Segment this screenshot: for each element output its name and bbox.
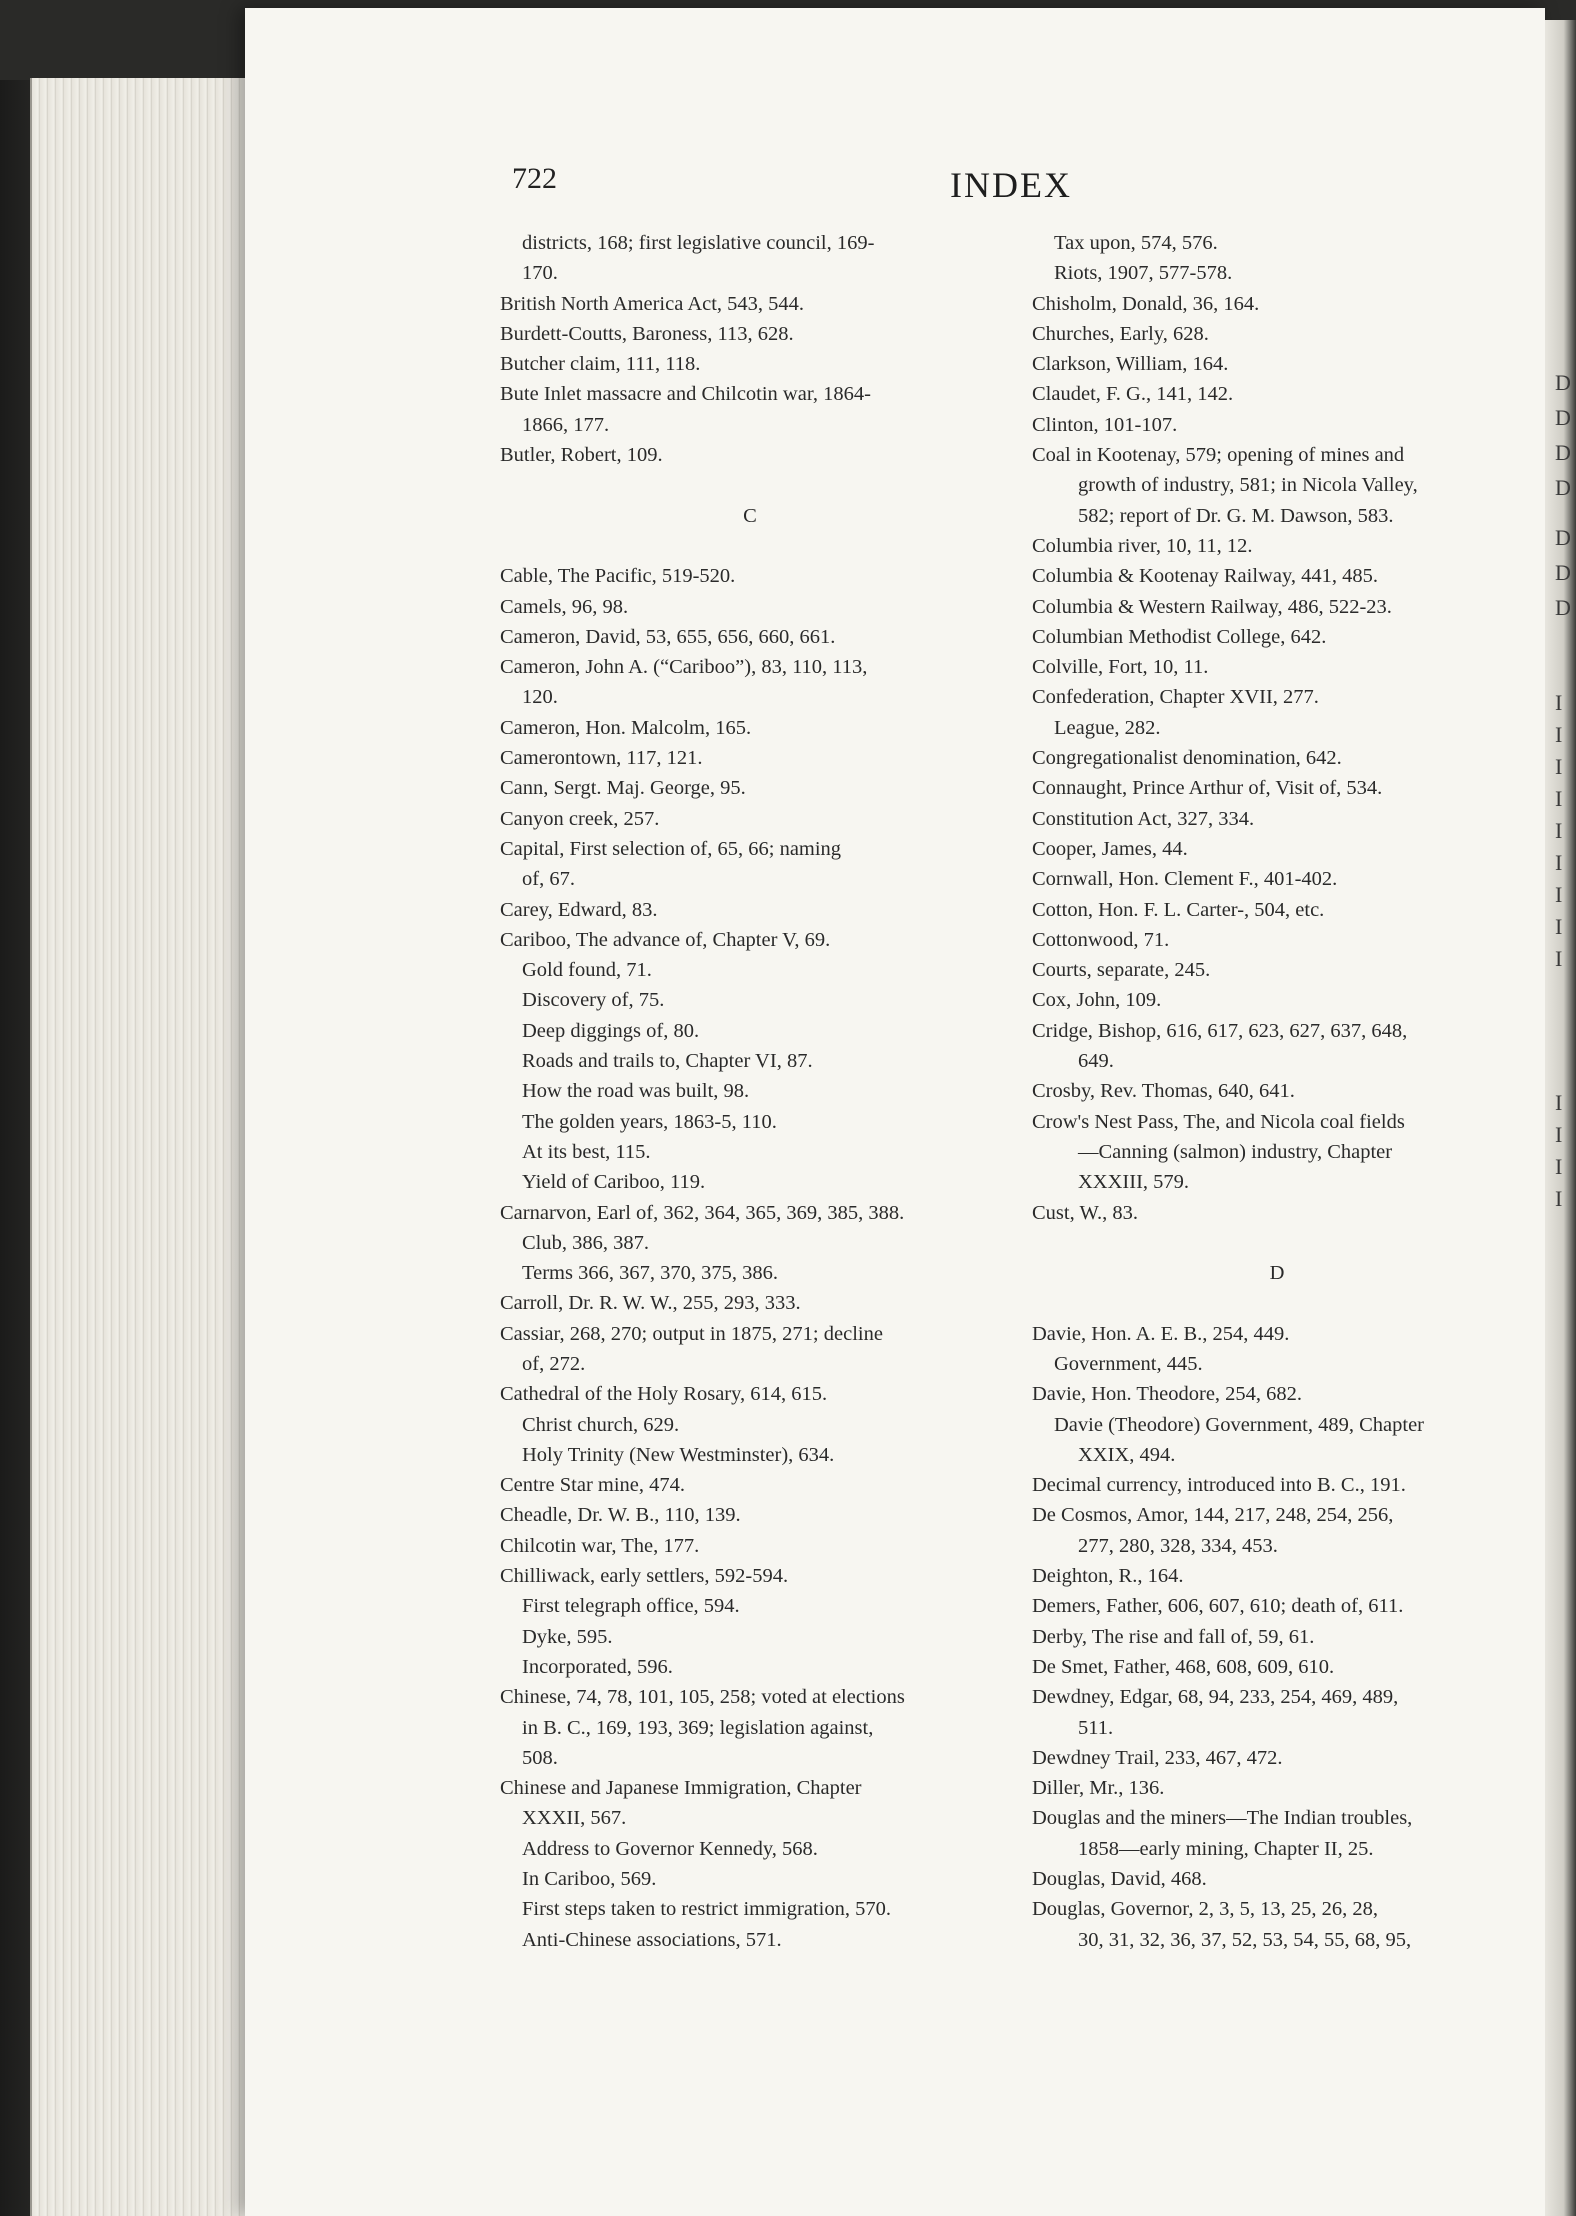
index-subentry: Deep diggings of, 80. <box>522 1019 700 1042</box>
index-entry: Columbian Methodist College, 642. <box>1032 625 1327 648</box>
index-entry: Cameron, John A. (“Cariboo”), 83, 110, 113, <box>500 656 868 679</box>
index-entry: British North America Act, 543, 544. <box>500 292 805 315</box>
index-entry: Columbia river, 10, 11, 12. <box>1032 534 1253 557</box>
index-entry: Camerontown, 117, 121. <box>500 747 703 770</box>
index-entry: Courts, separate, 245. <box>1032 959 1211 982</box>
index-entry: Cust, W., 83. <box>1032 1201 1138 1224</box>
index-subentry: In Cariboo, 569. <box>522 1868 657 1891</box>
next-page-letter: D <box>1555 475 1571 500</box>
next-page-letter: I <box>1555 786 1563 811</box>
index-subentry: Dyke, 595. <box>522 1625 613 1648</box>
index-entry: Bute Inlet massacre and Chilcotin war, 1864- <box>500 383 871 406</box>
next-page-letter: I <box>1555 1154 1563 1179</box>
index-subentry: 277, 280, 328, 334, 453. <box>1078 1534 1278 1557</box>
index-entry: Demers, Father, 606, 607, 610; death of, 611. <box>1032 1595 1404 1618</box>
next-page-letter: D <box>1555 595 1571 620</box>
index-entry: Cathedral of the Holy Rosary, 614, 615. <box>500 1383 828 1406</box>
index-entry: Dewdney Trail, 233, 467, 472. <box>1032 1746 1283 1769</box>
index-subentry: Anti-Chinese associations, 571. <box>522 1928 782 1951</box>
index-subentry: Yield of Cariboo, 119. <box>522 1171 706 1194</box>
index-entry: Davie, Hon. A. E. B., 254, 449. <box>1032 1322 1290 1345</box>
index-entry: Chinese and Japanese Immigration, Chapter <box>500 1777 862 1800</box>
next-page-letter: I <box>1555 946 1563 971</box>
next-page-letter: D <box>1555 440 1571 465</box>
index-subentry: Address to Governor Kennedy, 568. <box>522 1837 818 1860</box>
section-letter-heading: C <box>743 504 757 527</box>
index-subentry: XXXIII, 579. <box>1078 1171 1190 1194</box>
index-entry: Columbia & Kootenay Railway, 441, 485. <box>1032 565 1378 588</box>
index-subentry: Roads and trails to, Chapter VI, 87. <box>522 1050 813 1073</box>
section-gap <box>500 531 1000 561</box>
section-letter-heading: D <box>1269 1262 1285 1285</box>
index-subentry: Holy Trinity (New Westminster), 634. <box>522 1443 835 1466</box>
index-entry: De Cosmos, Amor, 144, 217, 248, 254, 256, <box>1032 1504 1394 1527</box>
index-entry: Churches, Early, 628. <box>1032 322 1209 345</box>
index-subentry: XXXII, 567. <box>522 1807 627 1830</box>
index-entry: Cottonwood, 71. <box>1032 928 1170 951</box>
index-entry: Carnarvon, Earl of, 362, 364, 365, 369, 385, 388. <box>500 1201 905 1224</box>
next-page-letter: D <box>1555 370 1571 395</box>
index-entry: Chilliwack, early settlers, 592-594. <box>500 1565 789 1588</box>
index-entry: Crow's Nest Pass, The, and Nicola coal fields <box>1032 1110 1405 1133</box>
next-page-edge <box>1545 20 1576 2216</box>
index-entry: Constitution Act, 327, 334. <box>1032 807 1255 830</box>
index-entry: Cameron, Hon. Malcolm, 165. <box>500 716 752 739</box>
index-subentry: —Canning (salmon) industry, Chapter <box>1078 1140 1393 1163</box>
index-subentry: 120. <box>522 686 558 709</box>
index-entry: Crosby, Rev. Thomas, 640, 641. <box>1032 1080 1295 1103</box>
index-entry: Centre Star mine, 474. <box>500 1474 686 1497</box>
index-subentry: in B. C., 169, 193, 369; legislation against, <box>522 1716 874 1739</box>
index-subentry: XXIX, 494. <box>1078 1443 1176 1466</box>
section-gap <box>500 470 1000 500</box>
index-subentry: 1866, 177. <box>522 413 610 436</box>
index-subentry: Government, 445. <box>1054 1352 1203 1375</box>
index-subentry: 30, 31, 32, 36, 37, 52, 53, 54, 55, 68, 95, <box>1078 1928 1412 1951</box>
index-subentry: Incorporated, 596. <box>522 1655 673 1678</box>
index-subentry: Terms 366, 367, 370, 375, 386. <box>522 1262 778 1285</box>
next-page-letter: I <box>1555 1122 1563 1147</box>
index-subentry: Tax upon, 574, 576. <box>1054 232 1218 254</box>
index-subentry: Gold found, 71. <box>522 959 652 982</box>
index-subentry: First telegraph office, 594. <box>522 1595 740 1618</box>
index-subentry: League, 282. <box>1054 716 1161 739</box>
index-entry: Douglas, Governor, 2, 3, 5, 13, 25, 26, 28, <box>1032 1898 1378 1921</box>
index-subentry: Christ church, 629. <box>522 1413 680 1436</box>
index-entry: Cariboo, The advance of, Chapter V, 69. <box>500 928 831 951</box>
next-page-letter: I <box>1555 1186 1563 1211</box>
index-subentry: of, 272. <box>522 1352 586 1375</box>
index-subentry: growth of industry, 581; in Nicola Valley, <box>1078 474 1418 497</box>
index-entry: Clinton, 101-107. <box>1032 413 1178 436</box>
index-subentry: 170. <box>522 262 558 285</box>
index-entry: Derby, The rise and fall of, 59, 61. <box>1032 1625 1315 1648</box>
index-column-left <box>500 228 1000 1955</box>
index-entry: Carroll, Dr. R. W. W., 255, 293, 333. <box>500 1292 801 1315</box>
index-subentry: 649. <box>1078 1050 1114 1073</box>
section-gap <box>1032 1228 1522 1258</box>
next-page-letter: D <box>1555 405 1571 430</box>
index-entry: Decimal currency, introduced into B. C., 191. <box>1032 1474 1406 1497</box>
index-subentry: 508. <box>522 1746 558 1769</box>
index-entry: Deighton, R., 164. <box>1032 1565 1184 1588</box>
index-entry: Chilcotin war, The, 177. <box>500 1534 700 1557</box>
index-subentry: At its best, 115. <box>522 1140 651 1163</box>
index-entry: Douglas, David, 468. <box>1032 1868 1207 1891</box>
index-entry: Confederation, Chapter XVII, 277. <box>1032 686 1319 709</box>
index-entry: Clarkson, William, 164. <box>1032 353 1229 376</box>
section-gap <box>1032 1288 1522 1318</box>
index-column-right <box>1032 228 1522 1955</box>
running-head: INDEX <box>950 165 1072 205</box>
index-entry: Connaught, Prince Arthur of, Visit of, 534. <box>1032 777 1383 800</box>
next-page-letter: I <box>1555 914 1563 939</box>
index-subentry: 511. <box>1078 1716 1114 1739</box>
index-entry: Cann, Sergt. Maj. George, 95. <box>500 777 746 800</box>
index-entry: Claudet, F. G., 141, 142. <box>1032 383 1234 406</box>
index-entry: Cox, John, 109. <box>1032 989 1162 1012</box>
index-entry: Camels, 96, 98. <box>500 595 629 618</box>
index-entry: Burdett-Coutts, Baroness, 113, 628. <box>500 322 794 345</box>
index-entry: Cassiar, 268, 270; output in 1875, 271; decline <box>500 1322 883 1345</box>
index-entry: Cable, The Pacific, 519-520. <box>500 565 736 588</box>
index-subentry: 1858—early mining, Chapter II, 25. <box>1078 1837 1374 1860</box>
index-entry: Davie, Hon. Theodore, 254, 682. <box>1032 1383 1303 1406</box>
index-entry: Carey, Edward, 83. <box>500 898 658 921</box>
index-entry: Coal in Kootenay, 579; opening of mines and <box>1032 444 1405 467</box>
next-page-letter: I <box>1555 850 1563 875</box>
index-entry: Butcher claim, 111, 118. <box>500 353 701 376</box>
index-subentry: Riots, 1907, 577-578. <box>1054 262 1233 285</box>
next-page-letter: I <box>1555 722 1563 747</box>
index-entry: Cheadle, Dr. W. B., 110, 139. <box>500 1504 741 1527</box>
index-subentry: of, 67. <box>522 868 575 891</box>
index-subentry: First steps taken to restrict immigration, 570. <box>522 1898 891 1921</box>
index-entry: Cridge, Bishop, 616, 617, 623, 627, 637, 648, <box>1032 1019 1408 1042</box>
index-subentry: How the road was built, 98. <box>522 1080 750 1103</box>
index-subentry: Davie (Theodore) Government, 489, Chapter <box>1054 1413 1425 1436</box>
next-page-letter: D <box>1555 525 1571 550</box>
index-entry: Chisholm, Donald, 36, 164. <box>1032 292 1260 315</box>
index-entry: Colville, Fort, 10, 11. <box>1032 656 1209 679</box>
index-entry: Congregationalist denomination, 642. <box>1032 747 1342 770</box>
next-page-letter: I <box>1555 882 1563 907</box>
index-entry: Butler, Robert, 109. <box>500 444 663 467</box>
index-entry: Cornwall, Hon. Clement F., 401-402. <box>1032 868 1338 891</box>
index-subentry: 582; report of Dr. G. M. Dawson, 583. <box>1078 504 1394 527</box>
next-page-letter: I <box>1555 754 1563 779</box>
index-subentry: districts, 168; first legislative council, 169- <box>522 232 875 254</box>
next-page-letter: D <box>1555 560 1571 585</box>
index-entry: Cotton, Hon. F. L. Carter-, 504, etc. <box>1032 898 1325 921</box>
next-page-letter: I <box>1555 690 1563 715</box>
stacked-page-edges <box>30 78 257 2216</box>
next-page-letter: I <box>1555 818 1563 843</box>
page-number: 722 <box>512 162 557 195</box>
index-subentry: The golden years, 1863-5, 110. <box>522 1110 777 1133</box>
index-entry: Chinese, 74, 78, 101, 105, 258; voted at elections <box>500 1686 905 1709</box>
index-subentry: Club, 386, 387. <box>522 1231 649 1254</box>
index-entry: Cooper, James, 44. <box>1032 837 1188 860</box>
index-entry: Cameron, David, 53, 655, 656, 660, 661. <box>500 625 836 648</box>
index-entry: Capital, First selection of, 65, 66; naming <box>500 837 842 860</box>
index-entry: Columbia & Western Railway, 486, 522-23. <box>1032 595 1392 618</box>
next-page-letter: I <box>1555 1090 1563 1115</box>
index-entry: Douglas and the miners—The Indian troubles, <box>1032 1807 1413 1830</box>
index-entry: Diller, Mr., 136. <box>1032 1777 1165 1800</box>
index-subentry: Discovery of, 75. <box>522 989 665 1012</box>
index-entry: De Smet, Father, 468, 608, 609, 610. <box>1032 1655 1335 1678</box>
index-entry: Canyon creek, 257. <box>500 807 660 830</box>
index-entry: Dewdney, Edgar, 68, 94, 233, 254, 469, 489, <box>1032 1686 1399 1709</box>
